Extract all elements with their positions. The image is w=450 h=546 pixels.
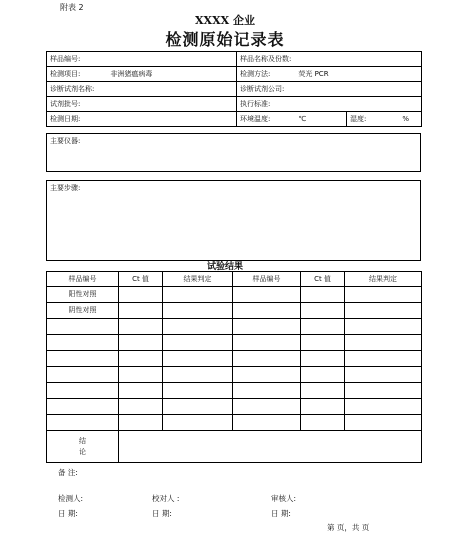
table-cell[interactable] [119,415,163,431]
header-cell: 样品编号 [233,272,301,287]
test-date-field[interactable] [47,112,237,127]
table-row [47,399,422,415]
table-cell[interactable] [233,383,301,399]
table-cell[interactable] [119,303,163,319]
reviewer-label: 审核人: [271,494,297,503]
remarks-label: 备 注: [58,468,78,477]
table-cell[interactable] [163,287,233,303]
table-cell[interactable] [47,367,119,383]
table-cell[interactable] [301,415,345,431]
steps-label: 主要步骤: [50,184,81,192]
reagent-name-field[interactable] [47,82,237,97]
steps-box[interactable] [46,180,421,261]
reagent-company-field[interactable] [237,82,422,97]
instruments-label: 主要仪器: [50,137,81,145]
info-table [46,51,422,127]
standard-label: 执行标准: [240,100,271,108]
test-date-label: 检测日期: [50,115,81,123]
table-cell[interactable] [163,399,233,415]
table-cell[interactable] [233,399,301,415]
table-cell[interactable] [233,415,301,431]
header-cell: Ct 值 [119,272,163,287]
reagent-batch-label: 试剂批号: [50,100,81,108]
table-cell[interactable] [47,351,119,367]
humidity-unit: % [402,115,410,123]
sample-name-label: 样品名称及份数: [240,55,292,63]
table-row [47,383,422,399]
table-cell[interactable] [233,351,301,367]
company-name: XXXX 企业 [195,14,255,27]
table-cell[interactable] [345,415,422,431]
table-cell[interactable] [345,303,422,319]
table-cell[interactable] [345,383,422,399]
table-cell[interactable] [47,335,119,351]
env-temp-field[interactable] [237,112,347,127]
table-cell[interactable] [119,319,163,335]
table-cell[interactable] [47,383,119,399]
table-cell[interactable] [301,367,345,383]
conclusion-char: 结 [79,436,86,445]
env-temp-label: 环境温度: [240,115,271,123]
test-method-label: 检测方法: [240,70,271,78]
table-cell[interactable] [233,367,301,383]
sample-no-field[interactable] [47,52,237,67]
table-cell[interactable] [163,367,233,383]
test-item-label: 检测项目: [50,70,81,78]
table-row [47,303,422,319]
humidity-field[interactable] [347,112,422,127]
info-row [47,52,422,67]
table-row [47,351,422,367]
table-cell[interactable] [119,287,163,303]
results-header-row [47,272,422,287]
table-cell[interactable] [47,399,119,415]
table-cell[interactable] [163,303,233,319]
table-cell[interactable] [233,303,301,319]
table-cell[interactable] [345,319,422,335]
reagent-batch-field[interactable] [47,97,237,112]
table-cell[interactable] [119,335,163,351]
conclusion-label [47,431,119,463]
results-table [46,271,422,463]
header-cell: 结果判定 [163,272,233,287]
test-method-field[interactable] [237,67,422,82]
results-title: 试验结果 [206,262,243,272]
reagent-name-label: 诊断试剂名称: [50,85,95,93]
header-cell: 结果判定 [345,272,422,287]
table-cell[interactable]: 阴性对照 [47,303,119,319]
table-cell[interactable] [233,335,301,351]
table-row [47,319,422,335]
page-title: 检测原始记录表 [165,30,285,49]
page-number: 第 页，共 页 [327,523,370,532]
table-cell[interactable] [301,319,345,335]
table-cell[interactable] [345,399,422,415]
header-cell: Ct 值 [301,272,345,287]
table-cell[interactable] [301,399,345,415]
table-cell[interactable] [301,303,345,319]
table-row [47,335,422,351]
checker-label: 校对人 : [152,494,180,503]
test-item-field[interactable] [47,67,237,82]
tester-date-label: 日 期: [58,509,78,518]
table-cell[interactable] [47,319,119,335]
table-cell[interactable] [119,399,163,415]
tester-label: 检测人: [58,494,84,503]
table-cell[interactable] [301,351,345,367]
table-cell[interactable] [345,367,422,383]
humidity-label: 湿度: [350,115,367,123]
table-cell[interactable] [163,319,233,335]
table-cell[interactable] [301,287,345,303]
header-cell: 样品编号 [47,272,119,287]
conclusion-char: 论 [79,447,86,456]
table-cell[interactable] [301,383,345,399]
instruments-box[interactable] [46,133,421,172]
reviewer-date-label: 日 期: [271,509,291,518]
sample-name-field[interactable] [237,52,422,67]
table-cell[interactable] [163,351,233,367]
temp-unit: ℃ [298,115,307,123]
table-cell[interactable] [233,319,301,335]
table-row [47,367,422,383]
table-cell[interactable] [119,351,163,367]
info-row [47,97,422,112]
table-cell[interactable] [301,335,345,351]
sample-no-label: 样品编号: [50,55,81,63]
test-item-value: 非洲猪瘟病毒 [110,70,153,78]
table-cell[interactable] [47,415,119,431]
info-row [47,82,422,97]
table-cell[interactable] [119,367,163,383]
test-method-value: 荧光 PCR [298,70,329,78]
table-cell[interactable] [119,383,163,399]
table-cell[interactable] [163,415,233,431]
table-cell[interactable] [345,335,422,351]
checker-date-label: 日 期: [152,509,172,518]
conclusion-field[interactable] [119,431,422,463]
info-row [47,67,422,82]
table-cell[interactable] [163,383,233,399]
standard-field[interactable] [237,97,422,112]
table-row [47,287,422,303]
table-cell[interactable] [233,287,301,303]
table-cell[interactable] [163,335,233,351]
reagent-company-label: 诊断试剂公司: [240,85,285,93]
table-row [47,415,422,431]
conclusion-row [47,431,422,463]
table-cell[interactable] [345,351,422,367]
table-cell[interactable] [345,287,422,303]
info-row [47,112,422,127]
appendix-label: 附表 2 [60,3,84,12]
table-cell[interactable]: 阳性对照 [47,287,119,303]
